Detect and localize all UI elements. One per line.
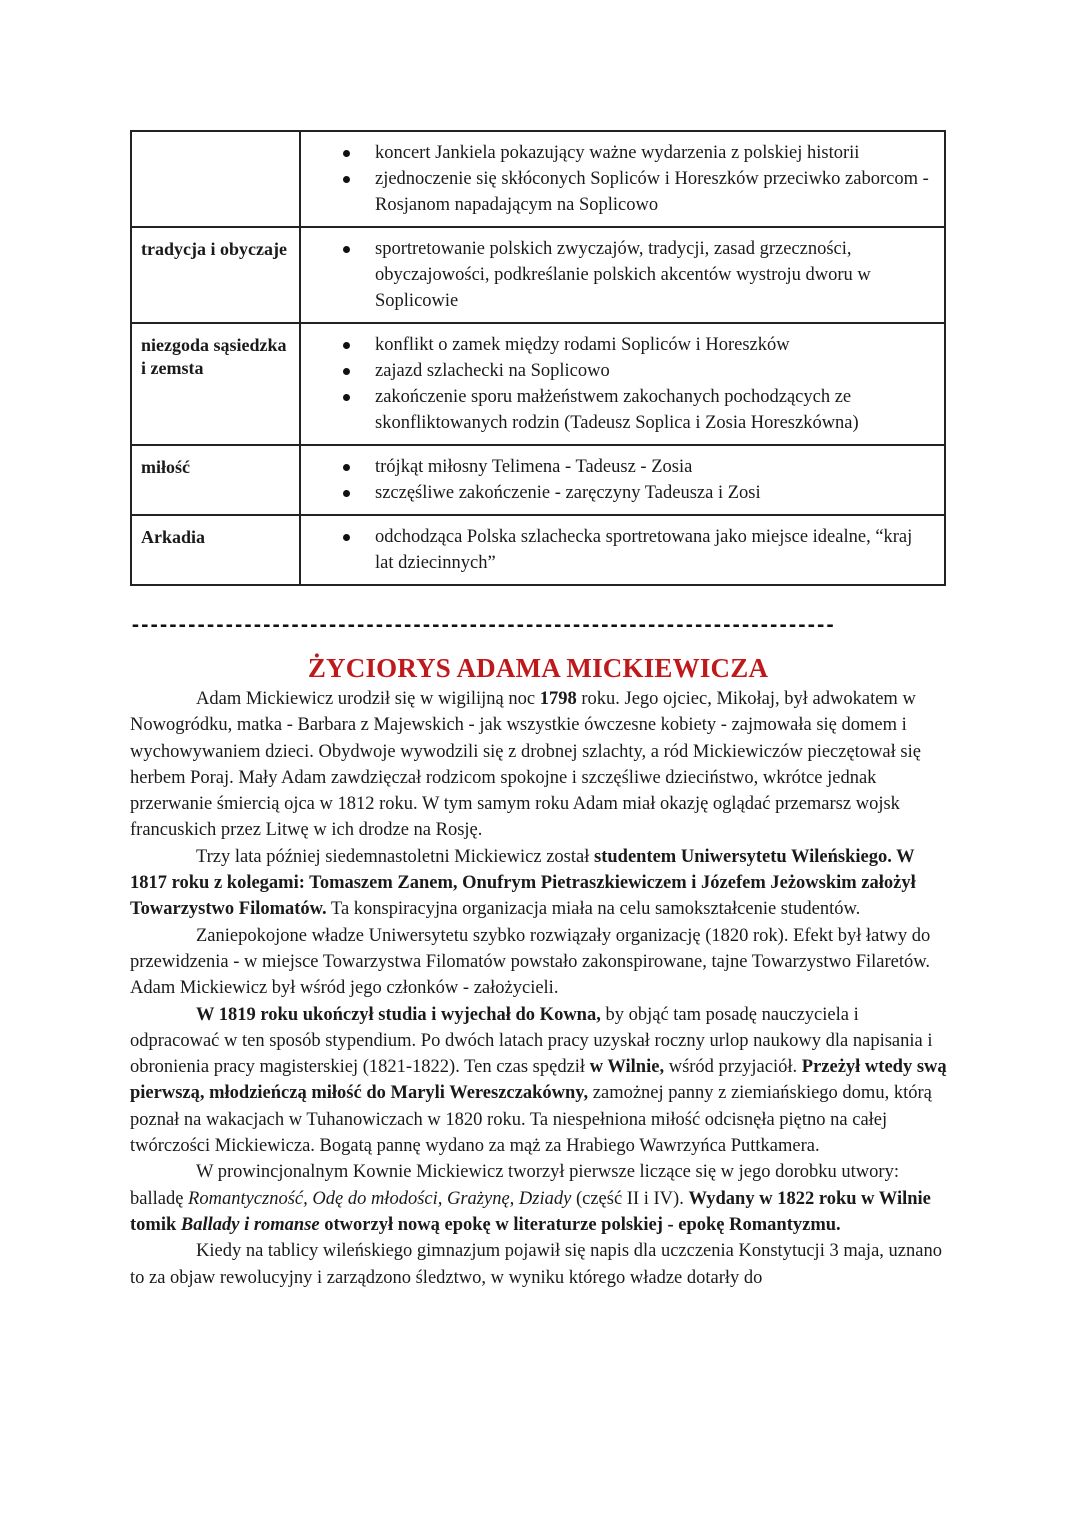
theme-cell: miłość — [131, 445, 300, 515]
bullet-item: zajazd szlachecki na Soplicowo — [301, 358, 934, 384]
text-run: (część II i IV). — [571, 1188, 689, 1209]
content-cell — [300, 445, 945, 515]
biography-paragraph — [130, 844, 948, 923]
bullet-item: konflikt o zamek między rodami Sopliców i Horeszków — [301, 332, 934, 358]
biography-paragraph — [130, 1002, 948, 1160]
bullet-item: odchodząca Polska szlachecka sportretowana jako miejsce idealne, “kraj lat dziecinnych” — [301, 524, 934, 576]
text-run: Ta konspiracyjna organizacja miała na celu samokształcenie studentów. — [326, 899, 861, 920]
motifs-table — [130, 130, 946, 586]
bullet-item: zakończenie sporu małżeństwem zakochanych pochodzących ze skonfliktowanych rodzin (Tadeusz Soplica i Zosia Horeszkówna) — [301, 384, 934, 436]
motifs-table-body — [131, 131, 945, 585]
biography-title: ŻYCIORYS ADAMA MICKIEWICZA — [307, 653, 769, 683]
text-run: wśród przyjaciół. — [664, 1057, 802, 1078]
text-run: Zaniepokojone władze Uniwersytetu szybko rozwiązały organizację (1820 rok). Efekt był łatwy do przewidzenia - w miejsce Towarzystwa Filomatów powstało zakonspirowane, tajne Towarzystwo Filaretów. Adam Mickiewicz był wśród jego członków - założycieli. — [130, 925, 931, 999]
bullet-list — [301, 140, 934, 218]
content-cell — [300, 515, 945, 585]
theme-cell: Arkadia — [131, 515, 300, 585]
theme-cell — [131, 131, 300, 227]
text-run: Ballady i romanse — [180, 1214, 320, 1235]
bullet-list — [301, 454, 934, 506]
text-run: studentem Uniwersytetu Wileńskiego. W 1817 roku z kolegami: Tomaszem Zanem, Onufrym Pietraszkiewiczem i Józefem Jeżowskim założył Towarzystwo Filomatów. — [130, 846, 916, 920]
text-run: Adam Mickiewicz urodził się w wigilijną noc — [196, 689, 540, 709]
content-cell — [300, 131, 945, 227]
biography-text — [130, 686, 948, 1291]
content-cell — [300, 227, 945, 323]
bullet-item: trójkąt miłosny Telimena - Tadeusz - Zosia — [301, 454, 934, 480]
text-run: by objąć tam posadę nauczyciela i odpracować w ten sposób stypendium. Po dwóch latach pracy uzyskał roczny urlop naukowy dla napisania i obronienia pracy magisterskiej (1821-1822). Ten czas spędził — [130, 1004, 933, 1078]
table-row — [131, 445, 945, 515]
bullet-list — [301, 524, 934, 576]
table-row — [131, 323, 945, 445]
text-run: otworzył nową epokę w literaturze polskiej - epokę Romantyzmu. — [319, 1214, 841, 1235]
text-run: w Wilnie, — [589, 1057, 665, 1078]
text-run: zamożnej panny z ziemiańskiego domu, którą poznał na wakacjach w Tuhanowiczach w 1820 roku. Ta niespełniona miłość odcisnęła piętno na całej twórczości Mickiewicza. Bogatą pannę wydano za mąż za Hrabiego Wawrzyńca Puttkamera. — [130, 1083, 932, 1157]
bullet-item: sportretowanie polskich zwyczajów, tradycji, zasad grzeczności, obyczajowości, podkreślanie polskich akcentów wystroju dworu w Soplicowie — [301, 236, 934, 314]
text-run: Trzy lata później siedemnastoletni Mickiewicz został — [196, 846, 594, 867]
text-run: W prowincjonalnym Kownie Mickiewicz tworzył pierwsze liczące się w jego dorobku utwory: balladę — [130, 1162, 899, 1209]
theme-cell: niezgoda sąsiedzka i zemsta — [131, 323, 300, 445]
biography-paragraph — [130, 686, 948, 844]
table-row — [131, 515, 945, 585]
bullet-item: koncert Jankiela pokazujący ważne wydarzenia z polskiej historii — [301, 140, 934, 166]
table-row — [131, 227, 945, 323]
biography-paragraph — [130, 923, 948, 1002]
text-run: Romantyczność, Odę do młodości, Grażynę, Dziady — [188, 1188, 572, 1209]
bullet-item: zjednoczenie się skłóconych Sopliców i Horeszków przeciwko zaborcom - Rosjanom napadającym na Soplicowo — [301, 166, 934, 218]
section-separator: --------------------------------------------------------------------------- — [130, 615, 835, 636]
bullet-item: szczęśliwe zakończenie - zaręczyny Tadeusza i Zosi — [301, 480, 934, 506]
text-run: Wydany w 1822 roku w Wilnie tomik — [130, 1188, 931, 1235]
theme-cell: tradycja i obyczaje — [131, 227, 300, 323]
table-row — [131, 131, 945, 227]
text-run: roku. Jego ojciec, Mikołaj, był adwokatem w Nowogródku, matka - Barbara z Majewskich - jak wszystkie ówczesne kobiety - zajmowała się domem i wychowywaniem dzieci. Obydwoje wywodzili się z drobnej szlachty, a ród Mickiewiczów pieczętował się herbem Poraj. Mały Adam zawdzięczał rodzicom spokojne i szczęśliwe dzieciństwo, wkrótce jednak przerwanie śmiercią ojca w 1812 roku. W tym samym roku Adam miał okazję oglądać przemarsz wojsk francuskich przez Litwę w ich drodze na Rosję. — [130, 689, 921, 841]
text-run: Przeżył wtedy swą pierwszą, młodzieńczą miłość do Maryli Wereszczakówny, — [130, 1057, 947, 1104]
text-run: Kiedy na tablicy wileńskiego gimnazjum pojawił się napis dla uczczenia Konstytucji 3 maja, uznano to za objaw rewolucyjny i zarządzono śledztwo, w wyniku którego władze dotarły do — [130, 1241, 942, 1288]
biography-paragraph — [130, 1159, 948, 1238]
text-run: 1798 — [539, 689, 577, 709]
bullet-list — [301, 236, 934, 314]
biography-paragraph — [130, 1238, 948, 1291]
text-run: W 1819 roku ukończył studia i wyjechał do Kowna, — [196, 1004, 601, 1025]
bullet-list — [301, 332, 934, 436]
content-cell — [300, 323, 945, 445]
